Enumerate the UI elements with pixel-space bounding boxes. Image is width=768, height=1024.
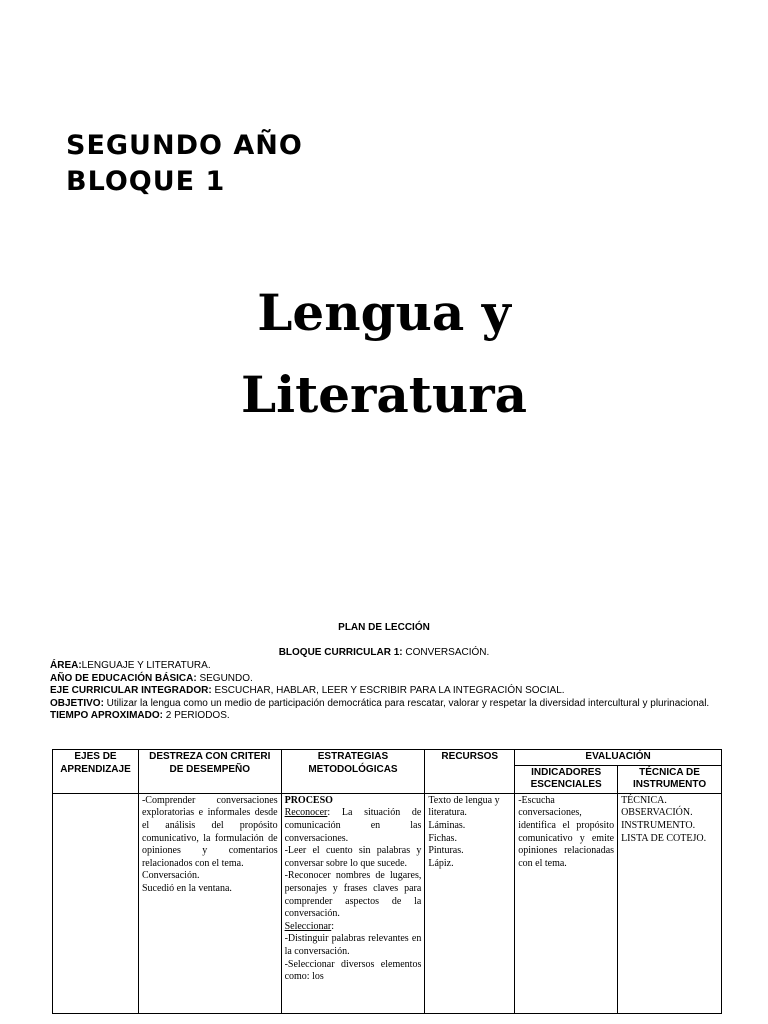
estrategias-reconocer xyxy=(285,807,422,845)
estrategias-item4: -Seleccionar diversos elementos como: los xyxy=(284,958,422,983)
cell-tecnica xyxy=(618,793,722,1013)
header-ejes: EJES DE APRENDIZAJE xyxy=(53,750,139,794)
objetivo-value: Utilizar la lengua como un medio de participación democrática para rescatar, valorar y respetar la diversidad intercultural y plurinacional. xyxy=(103,697,710,709)
bloque-value: CONVERSACIÓN. xyxy=(402,647,490,658)
estrategias-seleccionar xyxy=(285,921,422,934)
estrategias-item2: -Reconocer nombres de lugares, personajes y frases claves para comprender aspectos de la conversación. xyxy=(284,870,422,920)
tecnica-item: TÉCNICA. xyxy=(621,794,667,806)
tecnica-item: LISTA DE COTEJO. xyxy=(621,832,707,844)
tiempo-line xyxy=(50,710,710,723)
tecnica-item: INSTRUMENTO. xyxy=(621,819,696,831)
lesson-plan-table xyxy=(52,749,722,1014)
tiempo-value: 2 PERIODOS. xyxy=(162,710,230,721)
estrategias-proceso: PROCESO xyxy=(284,794,333,806)
eje-line xyxy=(50,685,710,698)
anio-label: AÑO DE EDUCACIÓN BÁSICA: xyxy=(50,672,197,684)
subject-title xyxy=(0,272,768,436)
seleccionar-label: Seleccionar xyxy=(284,920,332,932)
recurso-item: Pinturas. xyxy=(428,845,464,857)
anio-value: SEGUNDO. xyxy=(196,672,253,684)
cell-recursos xyxy=(425,793,515,1013)
header-evaluacion: EVALUACIÓN xyxy=(515,750,722,766)
tecnica-item: OBSERVACIÓN. xyxy=(621,807,693,819)
cell-indicadores: -Escucha conversaciones, identifica el propósito comunicativo y emite opiniones relacionadas con el tema. xyxy=(515,793,618,1013)
subject-title-line1: Lengua y xyxy=(257,283,511,342)
objetivo-label: OBJETIVO: xyxy=(50,697,104,709)
grade-heading xyxy=(66,128,303,200)
area-label: ÁREA: xyxy=(50,660,82,671)
estrategias-item1: -Leer el cuento sin palabras y conversar sobre lo que sucede. xyxy=(284,845,422,869)
objetivo-line xyxy=(50,698,710,711)
subject-title-line2: Literatura xyxy=(241,365,527,424)
header-destreza: DESTREZA CON CRITERI DE DESEMPEÑO xyxy=(138,750,281,794)
area-value: LENGUAJE Y LITERATURA. xyxy=(81,660,211,671)
recurso-item: Láminas. xyxy=(428,819,466,831)
recurso-item: Fichas. xyxy=(428,832,457,844)
recurso-item: Lápiz. xyxy=(428,857,454,869)
cell-ejes xyxy=(53,793,139,1013)
reconocer-label: Reconocer xyxy=(284,807,328,819)
area-line xyxy=(50,660,710,673)
recurso-item: Texto de lengua y literatura. xyxy=(428,794,500,819)
bloque-label: BLOQUE CURRICULAR 1: xyxy=(278,647,403,658)
plan-title: PLAN DE LECCIÓN xyxy=(338,622,430,633)
destreza-story: Sucedió en la ventana. xyxy=(141,882,232,894)
grade-text: SEGUNDO AÑO xyxy=(66,130,303,161)
bloque-curricular xyxy=(0,647,768,660)
block-text: BLOQUE 1 xyxy=(66,166,226,197)
eje-label: EJE CURRICULAR INTEGRADOR: xyxy=(50,685,212,696)
seleccionar-colon: : xyxy=(331,920,335,932)
cell-destreza xyxy=(138,793,281,1013)
estrategias-item3: -Distinguir palabras relevantes en la conversación. xyxy=(284,933,422,957)
tiempo-label: TIEMPO APROXIMADO: xyxy=(50,710,163,721)
eje-value: ESCUCHAR, HABLAR, LEER Y ESCRIBIR PARA LA INTEGRACIÓN SOCIAL. xyxy=(211,685,565,696)
cell-estrategias xyxy=(281,793,425,1013)
header-tecnica: TÉCNICA DE INSTRUMENTO xyxy=(618,765,722,793)
destreza-topic: Conversación. xyxy=(141,870,200,882)
plan-meta xyxy=(50,660,710,723)
header-estrategias: ESTRATEGIAS METODOLÓGICAS xyxy=(281,750,425,794)
header-recursos: RECURSOS xyxy=(425,750,515,794)
anio-line xyxy=(50,673,710,686)
destreza-text: -Comprender conversaciones exploratorias e informales desde el análisis del propósito comunicativo, la formulación de opiniones y comentarios relacionados con el tema. xyxy=(141,794,278,869)
reconocer-text: : La situación de comunicación en las conversaciones. xyxy=(284,807,422,844)
table-row xyxy=(53,793,722,1013)
header-indicadores: INDICADORES ESCENCIALES xyxy=(515,765,618,793)
